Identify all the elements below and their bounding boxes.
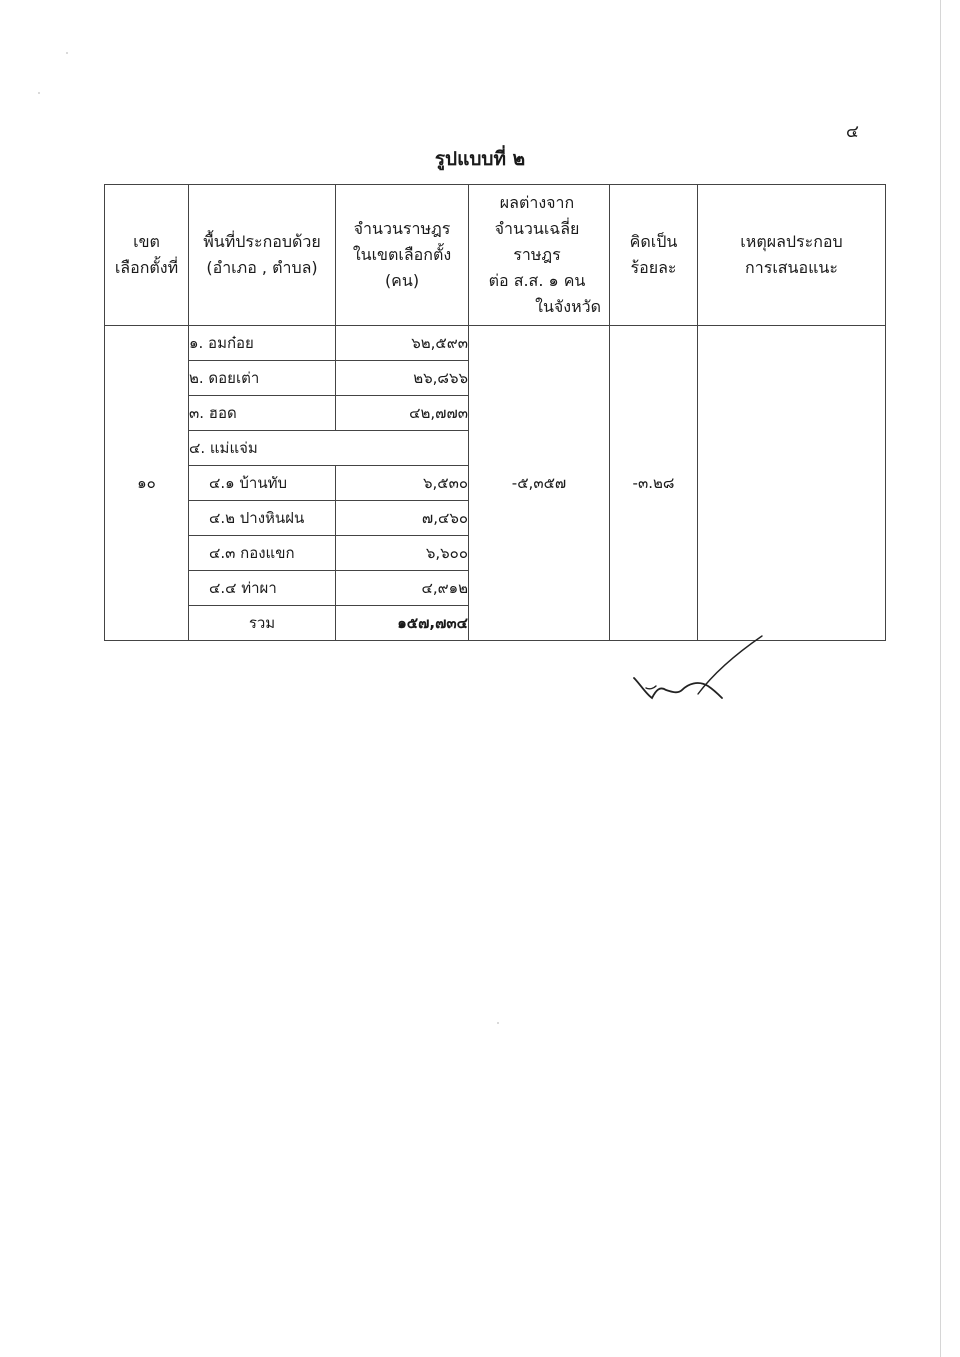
- district-number: ๑๐: [105, 326, 189, 641]
- population-cell: ๖,๖๐๐: [336, 536, 469, 571]
- area-cell: ๔.๓ กองแขก: [189, 536, 336, 571]
- reason-cell: [698, 326, 886, 641]
- area-cell: ๑. อมก๋อย: [189, 326, 336, 361]
- percent-value: -๓.๒๘: [610, 326, 698, 641]
- total-population: ๑๕๗,๗๓๔: [336, 606, 469, 641]
- scan-speck: [66, 52, 68, 54]
- header-population: จำนวนราษฎร ในเขตเลือกตั้ง (คน): [336, 185, 469, 326]
- page-number: ๔: [846, 122, 859, 142]
- area-cell: ๓. ฮอด: [189, 396, 336, 431]
- signature-mark: [626, 628, 776, 708]
- population-cell: ๖๒,๕๙๓: [336, 326, 469, 361]
- table-header-row: [105, 185, 886, 326]
- header-difference: ผลต่างจาก จำนวนเฉลี่ยราษฎร ต่อ ส.ส. ๑ คน ในจังหวัด: [469, 185, 610, 326]
- population-cell: ๗,๔๖๐: [336, 501, 469, 536]
- area-cell: ๔.๒ ปางหินฝน: [189, 501, 336, 536]
- header-district: เขต เลือกตั้งที่: [105, 185, 189, 326]
- page-edge-line: [940, 0, 941, 1357]
- area-cell: ๔.๑ บ้านทับ: [189, 466, 336, 501]
- population-cell: ๔๒,๗๗๓: [336, 396, 469, 431]
- difference-value: -๕,๓๕๗: [469, 326, 610, 641]
- district-table: [104, 184, 886, 641]
- total-label: รวม: [189, 606, 336, 641]
- scan-speck: [497, 1022, 499, 1024]
- area-cell: ๔. แม่แจ่ม: [189, 431, 469, 466]
- header-area: พื้นที่ประกอบด้วย (อำเภอ , ตำบล): [189, 185, 336, 326]
- scan-speck: [38, 92, 40, 94]
- population-cell: ๖,๕๓๐: [336, 466, 469, 501]
- header-reason: เหตุผลประกอบ การเสนอแนะ: [698, 185, 886, 326]
- population-cell: ๒๖,๘๖๖: [336, 361, 469, 396]
- header-percent: คิดเป็น ร้อยละ: [610, 185, 698, 326]
- area-cell: ๒. ดอยเต่า: [189, 361, 336, 396]
- population-cell: ๔,๙๑๒: [336, 571, 469, 606]
- area-cell: ๔.๔ ท่าผา: [189, 571, 336, 606]
- form-title: รูปแบบที่ ๒: [434, 148, 526, 170]
- table-row: [105, 326, 886, 361]
